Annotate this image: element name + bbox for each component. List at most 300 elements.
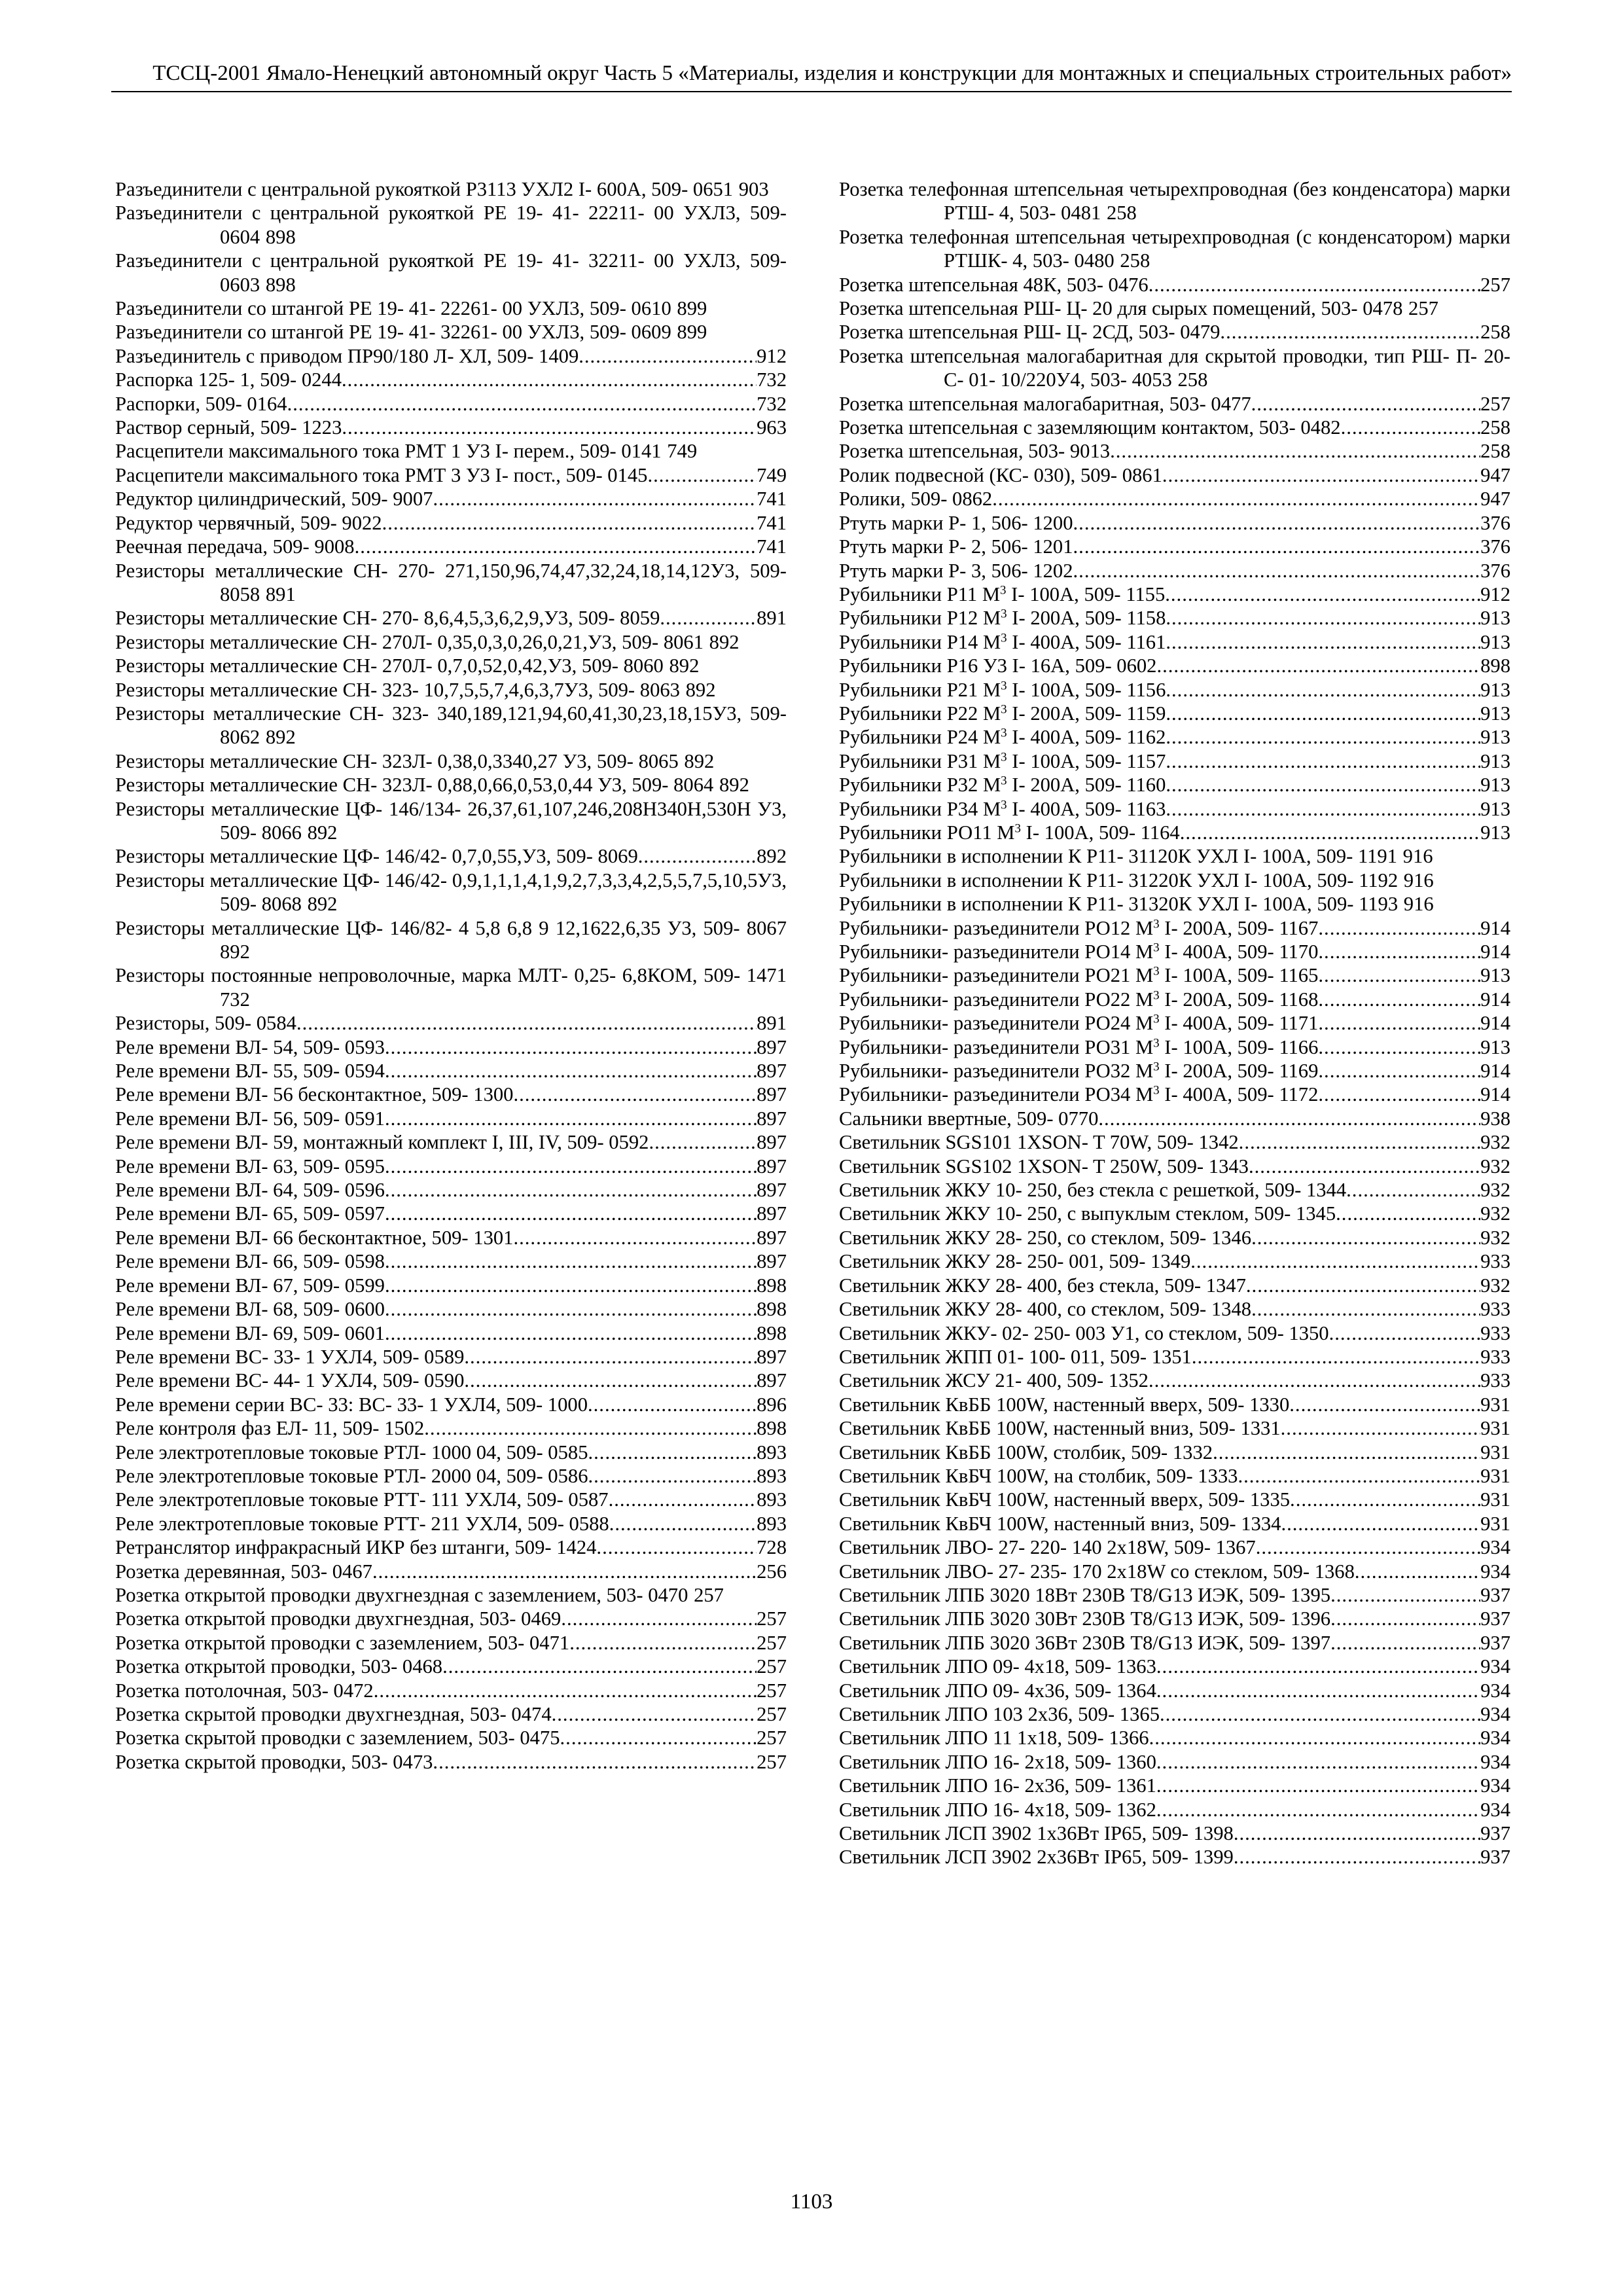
- entry-page-ref: 937: [1480, 1583, 1510, 1606]
- entry-title: Светильник ЛСП 3902 2х36Вт IP65, 509- 1399: [839, 1846, 1234, 1869]
- dot-leader: [1156, 1655, 1480, 1678]
- index-entry: [839, 1750, 1510, 1774]
- entry-title: Реле электротепловые токовые РТЛ- 1000 04, 509- 0585: [115, 1441, 588, 1463]
- entry-page-ref: 376: [1480, 559, 1510, 582]
- index-entry: [839, 869, 1510, 892]
- entry-text: [115, 631, 704, 653]
- entry-title-rest: I- 400А, 509- 1172: [1159, 1083, 1319, 1106]
- entry-title: Реле электротепловые токовые РТТ- 211 УХЛ4, 509- 0588: [115, 1512, 609, 1535]
- entry-title: Резисторы металлические СН- 323Л- 0,38,0,3340,27 У3, 509- 8065: [115, 749, 679, 772]
- entry-text: [115, 560, 787, 605]
- dot-leader: [433, 1750, 757, 1774]
- dot-leader: [385, 1035, 757, 1059]
- entry-page-ref: 256: [757, 1560, 787, 1583]
- entry-page-ref: 741: [757, 511, 787, 534]
- entry-title: Светильник КвББ 100W, настенный вниз, 509- 1331: [839, 1417, 1281, 1440]
- dot-leader: [1098, 1107, 1480, 1130]
- entry-text: [839, 916, 1318, 940]
- entry-page-ref: 897: [757, 1107, 787, 1130]
- index-entry: [839, 630, 1510, 654]
- entry-text: [115, 463, 647, 487]
- entry-title-rest: I- 400А, 509- 1171: [1159, 1012, 1319, 1035]
- entry-text: [839, 702, 1166, 725]
- index-entry: [839, 439, 1510, 463]
- entry-page-ref: 934: [1480, 1798, 1510, 1821]
- entry-title: Рубильники- разъединители РО32 М: [839, 1060, 1154, 1083]
- dot-leader: [302, 821, 308, 844]
- dot-leader: [1213, 1441, 1480, 1464]
- entry-title: Розетка открытой проводки двухгнездная, 503- 0469: [115, 1607, 562, 1630]
- dot-leader: [1318, 916, 1480, 940]
- entry-page-ref: 741: [757, 488, 787, 511]
- entry-page-ref: 934: [1480, 1703, 1510, 1725]
- entry-text: [839, 1441, 1213, 1464]
- index-entry: [839, 988, 1510, 1011]
- entry-text: [839, 1750, 1156, 1774]
- entry-title: Светильник ЖСУ 21- 400, 509- 1352: [839, 1369, 1149, 1392]
- dot-leader: [424, 1416, 757, 1440]
- index-entry: [115, 1583, 787, 1607]
- entry-title: Разъединители с центральной рукояткой Р3113 УХЛ2 I- 600А, 509- 0651: [115, 178, 734, 200]
- superscript: 3: [1001, 607, 1007, 621]
- index-entry: [115, 511, 787, 535]
- entry-title: Рубильники Р34 М: [839, 797, 1001, 820]
- entry-page-ref: 897: [757, 1226, 787, 1249]
- index-entry: [839, 940, 1510, 963]
- entry-text: [115, 297, 671, 319]
- entry-text: [839, 963, 1318, 987]
- dot-leader: [1318, 963, 1480, 987]
- entry-page-ref: 937: [1480, 1607, 1510, 1630]
- entry-page-ref: 931: [1480, 1464, 1510, 1487]
- entry-text: [839, 1560, 1355, 1583]
- dot-leader: [1239, 1130, 1480, 1154]
- entry-title: Светильник SGS101 1XSON- T 70W, 509- 1342: [839, 1131, 1239, 1154]
- index-entry: [839, 1845, 1510, 1869]
- index-entry: [115, 487, 787, 511]
- index-entry: [115, 1369, 787, 1392]
- dot-leader: [704, 631, 709, 653]
- dot-leader: [560, 1726, 757, 1749]
- entry-text: [115, 1584, 688, 1606]
- entry-text: [839, 1726, 1149, 1749]
- index-entry: [839, 1155, 1510, 1178]
- dot-leader: [609, 1488, 757, 1511]
- entry-title: Реле времени ВЛ- 56, 509- 0591: [115, 1107, 385, 1130]
- index-entry: [839, 1345, 1510, 1369]
- entry-title: Ретранслятор инфракрасный ИКР без штанги, 509- 1424: [115, 1536, 597, 1559]
- index-entry: [839, 1821, 1510, 1845]
- dot-leader: [1336, 1202, 1480, 1225]
- dot-leader: [588, 1441, 757, 1464]
- dot-leader: [647, 463, 757, 487]
- index-entry: [115, 1274, 787, 1297]
- dot-leader: [1330, 1607, 1480, 1630]
- superscript: 3: [1153, 917, 1160, 931]
- dot-leader: [1166, 749, 1480, 773]
- entry-page-ref: 933: [1480, 1345, 1510, 1368]
- dot-leader: [660, 606, 757, 630]
- superscript: 3: [1153, 1012, 1160, 1026]
- entry-page-ref: 893: [757, 1512, 787, 1535]
- index-entry: [839, 1583, 1510, 1607]
- entry-text: [839, 1702, 1160, 1726]
- entry-title: Резисторы металлические ЦФ- 146/42- 0,9,1,1,1,4,1,9,2,7,3,3,4,2,5,5,7,5,10,5У3, 509- 8068: [115, 869, 787, 916]
- entry-title: Рубильники- разъединители РО12 М: [839, 916, 1154, 939]
- entry-text: [839, 1798, 1156, 1821]
- entry-page-ref: 258: [1120, 249, 1150, 272]
- entry-page-ref: 893: [757, 1488, 787, 1511]
- entry-title: Светильник ЖКУ 28- 400, со стеклом, 509- 1348: [839, 1298, 1252, 1321]
- entry-page-ref: 913: [1480, 1035, 1510, 1058]
- entry-title: Светильник КвББ 100W, настенный вверх, 509- 1330: [839, 1393, 1290, 1416]
- dot-leader: [1220, 320, 1480, 344]
- entry-page-ref: 932: [1480, 1179, 1510, 1202]
- entry-page-ref: 898: [265, 225, 296, 248]
- entry-text: [839, 1845, 1234, 1869]
- dot-leader: [385, 1297, 757, 1321]
- entry-title: Рубильники- разъединители РО14 М: [839, 941, 1154, 963]
- index-entry: [115, 1226, 787, 1249]
- index-entry: [839, 1202, 1510, 1225]
- entry-page-ref: 899: [677, 297, 707, 320]
- entry-text: [839, 1464, 1238, 1488]
- dot-leader: [1318, 1083, 1480, 1106]
- entry-page-ref: 732: [220, 988, 250, 1011]
- index-entry: [115, 344, 787, 368]
- entry-page-ref: 257: [757, 1631, 787, 1654]
- index-entry: [115, 1679, 787, 1702]
- entry-title: Реле времени ВЛ- 63, 509- 0595: [115, 1155, 385, 1177]
- entry-page-ref: 898: [757, 1274, 787, 1297]
- entry-page-ref: 897: [757, 1155, 787, 1177]
- superscript: 3: [1001, 702, 1007, 717]
- entry-text: [115, 1702, 552, 1726]
- entry-text: [839, 1035, 1318, 1059]
- superscript: 3: [1001, 631, 1007, 645]
- entry-title: Светильник ЛПБ 3020 30Вт 230В T8/G13 ИЭК, 509- 1396: [839, 1607, 1331, 1630]
- superscript: 3: [1001, 774, 1007, 788]
- entry-title: Рубильники- разъединители РО31 М: [839, 1035, 1154, 1058]
- entry-title: Светильник ЖКУ 10- 250, с выпуклым стеклом, 509- 1345: [839, 1202, 1336, 1225]
- entry-title: Реле электротепловые токовые РТЛ- 2000 04, 509- 0586: [115, 1464, 588, 1487]
- index-entry: [839, 320, 1510, 344]
- entry-text: [839, 1488, 1290, 1511]
- dot-leader: [1156, 1798, 1480, 1821]
- entry-title: Резисторы металлические СН- 270Л- 0,7,0,52,0,42,У3, 509- 8060: [115, 655, 664, 677]
- superscript: 3: [1153, 1084, 1160, 1098]
- entry-page-ref: 937: [1480, 1846, 1510, 1869]
- dot-leader: [1318, 1059, 1480, 1083]
- index-entry: [115, 1750, 787, 1774]
- index-entry: [839, 511, 1510, 535]
- entry-title: Светильник SGS102 1XSON- T 250W, 509- 1343: [839, 1155, 1249, 1177]
- entry-page-ref: 897: [757, 1131, 787, 1154]
- entry-page-ref: 257: [757, 1607, 787, 1630]
- entry-text: [839, 845, 1397, 867]
- entry-text: [115, 1631, 569, 1655]
- entry-page-ref: 732: [757, 368, 787, 391]
- entry-page-ref: 914: [1480, 941, 1510, 963]
- entry-title: Ртуть марки Р- 2, 506- 1201: [839, 535, 1073, 558]
- dot-leader: [1190, 1249, 1480, 1273]
- entry-text: [115, 1512, 609, 1535]
- entry-text: [115, 774, 713, 796]
- dot-leader: [1156, 1774, 1480, 1797]
- dot-leader: [385, 1059, 757, 1083]
- index-entry: [115, 416, 787, 439]
- superscript: 3: [1153, 964, 1160, 978]
- index-entry: [115, 1726, 787, 1749]
- entry-title: Рубильники РО11 М: [839, 821, 1015, 844]
- entry-page-ref: 897: [757, 1179, 787, 1202]
- index-entry: [839, 916, 1510, 940]
- dot-leader: [662, 440, 668, 462]
- entry-page-ref: 913: [1480, 607, 1510, 630]
- entry-text: [115, 1560, 372, 1583]
- entry-text: [839, 1107, 1098, 1130]
- superscript: 3: [1001, 798, 1007, 812]
- index-entry: [115, 1702, 787, 1726]
- dot-leader: [1165, 583, 1480, 606]
- entry-title: Рубильники Р24 М: [839, 726, 1001, 749]
- index-entry: [115, 439, 787, 463]
- index-entry: [839, 225, 1510, 273]
- entry-title: Розетка открытой проводки с заземлением, 503- 0471: [115, 1631, 570, 1654]
- dot-leader: [569, 1631, 757, 1655]
- entry-title: Реле времени ВЛ- 66, 509- 0598: [115, 1250, 385, 1273]
- entry-page-ref: 891: [757, 1012, 787, 1035]
- dot-leader: [1156, 1750, 1480, 1774]
- entry-text: [839, 178, 1510, 224]
- index-entry: [115, 320, 787, 344]
- entry-text: [115, 1130, 649, 1154]
- index-entry: [839, 1083, 1510, 1106]
- entry-text: [839, 988, 1318, 1011]
- index-entry: [115, 1107, 787, 1130]
- index-entry: [839, 463, 1510, 487]
- entry-text: [115, 416, 342, 439]
- entry-title: Светильник ЛПО 16- 2х36, 509- 1361: [839, 1774, 1156, 1797]
- entry-title: Редуктор цилиндрический, 509- 9007: [115, 488, 433, 511]
- index-entry: [115, 1297, 787, 1321]
- index-entry: [115, 916, 787, 964]
- entry-title-rest: I- 100А, 509- 1166: [1159, 1035, 1319, 1058]
- entry-text: [839, 869, 1398, 891]
- entry-text: [115, 1297, 385, 1321]
- entry-text: [115, 1321, 385, 1345]
- index-entry: [839, 773, 1510, 797]
- dot-leader: [596, 1535, 757, 1559]
- entry-page-ref: 932: [1480, 1202, 1510, 1225]
- entry-title: Разъединители со штангой РЕ 19- 41- 22261- 00 УХЛ3, 509- 0610: [115, 297, 671, 320]
- entry-page-ref: 934: [1480, 1750, 1510, 1773]
- entry-title: Светильник ЛПО 103 2х36, 509- 1365: [839, 1703, 1160, 1725]
- entry-page-ref: 893: [757, 1441, 787, 1463]
- entry-title: Розетка штепсельная, 503- 9013: [839, 440, 1111, 463]
- entry-page-ref: 916: [1403, 893, 1434, 916]
- index-entry: [839, 1702, 1510, 1726]
- entry-title: Розетка штепсельная РШ- Ц- 20 для сырых помещений, 503- 0478: [839, 297, 1403, 320]
- dot-leader: [1166, 702, 1480, 725]
- dot-leader: [513, 1083, 757, 1106]
- dot-leader: [1318, 988, 1480, 1011]
- index-entry: [839, 892, 1510, 916]
- entry-text: [115, 750, 679, 772]
- entry-page-ref: 932: [1480, 1226, 1510, 1249]
- entry-page-ref: 934: [1480, 1679, 1510, 1702]
- entry-title: Розетка скрытой проводки двухгнездная, 503- 0474: [115, 1703, 552, 1725]
- entry-title: Светильник ЛПО 16- 4х18, 509- 1362: [839, 1798, 1156, 1821]
- entry-text: [115, 1249, 385, 1273]
- index-entry: [115, 177, 787, 201]
- entry-text: [839, 678, 1166, 702]
- index-entry: [115, 1155, 787, 1178]
- entry-title: Резисторы металлические СН- 323- 10,7,5,5,7,4,6,3,7У3, 509- 8063: [115, 678, 680, 701]
- index-entry: [115, 1178, 787, 1202]
- dot-leader: [713, 774, 719, 796]
- entry-text: [839, 1011, 1318, 1035]
- header-rule: [111, 91, 1512, 92]
- index-entry: [839, 392, 1510, 416]
- index-entry: [115, 1345, 787, 1369]
- entry-title: Светильник ЛПБ 3020 18Вт 230В T8/G13 ИЭК, 509- 1395: [839, 1583, 1331, 1606]
- index-entry: [839, 1035, 1510, 1059]
- entry-text: [839, 1607, 1330, 1630]
- index-entry: [839, 606, 1510, 630]
- index-entry: [115, 606, 787, 630]
- index-entry: [839, 583, 1510, 606]
- dot-leader: [1329, 1321, 1481, 1345]
- entry-text: [839, 1655, 1156, 1678]
- entry-page-ref: 897: [757, 1083, 787, 1106]
- index-entry: [839, 416, 1510, 439]
- entry-text: [839, 273, 1149, 296]
- index-entry: [839, 1297, 1510, 1321]
- dot-leader: [649, 1130, 757, 1154]
- entry-title: Реле электротепловые токовые РТТ- 111 УХЛ4, 509- 0587: [115, 1488, 609, 1511]
- entry-title-rest: I- 200А, 509- 1169: [1159, 1060, 1319, 1083]
- index-column-right: [839, 177, 1510, 1869]
- dot-leader: [1251, 1226, 1480, 1249]
- entry-page-ref: 891: [757, 607, 787, 630]
- entry-page-ref: 932: [1480, 1155, 1510, 1177]
- index-entry: [839, 1774, 1510, 1797]
- dot-leader: [1289, 1393, 1480, 1416]
- dot-leader: [464, 1345, 757, 1369]
- entry-page-ref: 932: [1480, 1131, 1510, 1154]
- dot-leader: [1397, 845, 1403, 867]
- entry-title: Розетка штепсельная РШ- Ц- 2СД, 503- 0479: [839, 321, 1221, 344]
- entry-text: [115, 964, 787, 986]
- entry-title: Резисторы металлические ЦФ- 146/42- 0,7,0,55,У3, 509- 8069: [115, 845, 638, 868]
- entry-title: Светильник ЛСП 3902 1х36Вт IP65, 509- 1398: [839, 1822, 1234, 1845]
- entry-page-ref: 933: [1480, 1369, 1510, 1392]
- entry-text: [839, 1321, 1329, 1345]
- index-entry: [839, 1249, 1510, 1273]
- entry-text: [839, 583, 1165, 606]
- entry-title: Светильник КвБЧ 100W, настенный вверх, 509- 1335: [839, 1488, 1291, 1511]
- index-entry: [839, 1107, 1510, 1130]
- entry-page-ref: 937: [1480, 1822, 1510, 1845]
- entry-text: [115, 1441, 588, 1464]
- dot-leader: [442, 1655, 757, 1678]
- entry-page-ref: 892: [757, 845, 787, 868]
- entry-page-ref: 376: [1480, 535, 1510, 558]
- entry-text: [115, 1607, 561, 1630]
- entry-page-ref: 931: [1480, 1512, 1510, 1535]
- entry-title: Реле времени ВЛ- 59, монтажный комплект I, III, IV, 509- 0592: [115, 1131, 649, 1154]
- dot-leader: [588, 1393, 757, 1416]
- index-entry: [115, 630, 787, 654]
- entry-title: Светильник ЛПО 09- 4х36, 509- 1364: [839, 1679, 1156, 1702]
- entry-title: Разъединители с центральной рукояткой РЕ 19- 41- 32211- 00 УХЛ3, 509- 0603: [115, 249, 787, 296]
- entry-title-rest: I- 400А, 509- 1161: [1007, 630, 1166, 653]
- entry-title: Реле времени ВЛ- 55, 509- 0594: [115, 1060, 385, 1083]
- dot-leader: [433, 487, 757, 511]
- entry-text: [115, 392, 287, 416]
- index-entry: [839, 273, 1510, 296]
- entry-text: [115, 1369, 464, 1392]
- entry-title: Рубильники Р31 М: [839, 749, 1001, 772]
- entry-text: [839, 1155, 1249, 1178]
- entry-title-rest: I- 100А, 509- 1165: [1159, 964, 1319, 987]
- entry-title: Рубильники Р32 М: [839, 774, 1001, 797]
- entry-text: [115, 1226, 513, 1249]
- entry-text: [115, 202, 787, 247]
- entry-title: Реле времени серии ВС- 33: ВС- 33- 1 УХЛ4, 509- 1000: [115, 1393, 588, 1416]
- entry-title: Реле времени ВС- 33- 1 УХЛ4, 509- 0589: [115, 1345, 465, 1368]
- index-entry: [115, 1441, 787, 1464]
- index-entry: [839, 1369, 1510, 1392]
- dot-leader: [385, 1321, 757, 1345]
- dot-leader: [1318, 940, 1480, 963]
- superscript: 3: [1014, 821, 1021, 836]
- entry-page-ref: 934: [1480, 1655, 1510, 1678]
- entry-title: Резисторы металлические СН- 323Л- 0,88,0,66,0,53,0,44 У3, 509- 8064: [115, 774, 714, 797]
- entry-title: Светильник ЖКУ 28- 250, со стеклом, 509- 1346: [839, 1226, 1252, 1249]
- dot-leader: [1281, 1416, 1480, 1440]
- dot-leader: [372, 1560, 757, 1583]
- entry-text: [839, 1274, 1246, 1297]
- index-entry: [839, 344, 1510, 392]
- entry-title-rest: I- 200А, 509- 1168: [1159, 988, 1319, 1011]
- index-entry: [115, 1130, 787, 1154]
- entry-page-ref: 931: [1480, 1417, 1510, 1440]
- dot-leader: [609, 1512, 757, 1535]
- entry-page-ref: 257: [694, 1583, 724, 1606]
- entry-page-ref: 891: [265, 583, 296, 605]
- dot-leader: [355, 535, 757, 558]
- header-text: ТССЦ-2001 Ямало-Ненецкий автономный округ Часть 5 «Материалы, изделия и конструкции для монтажных и специальных строительных работ»: [152, 62, 1512, 85]
- dot-leader: [1249, 1155, 1480, 1178]
- entry-page-ref: 933: [1480, 1321, 1510, 1344]
- index-entry: [839, 654, 1510, 677]
- entry-page-ref: 931: [1480, 1441, 1510, 1463]
- entry-text: [839, 1679, 1156, 1702]
- superscript: 3: [1001, 750, 1007, 764]
- entry-page-ref: 913: [1480, 774, 1510, 797]
- entry-page-ref: 933: [1480, 1298, 1510, 1321]
- entry-text: [115, 1726, 560, 1749]
- entry-page-ref: 898: [265, 273, 296, 296]
- entry-text: [115, 1488, 609, 1511]
- dot-leader: [1251, 1297, 1480, 1321]
- entry-title: Розетка штепсельная малогабаритная, 503- 0477: [839, 392, 1251, 415]
- entry-text: [115, 1274, 385, 1297]
- entry-page-ref: 914: [1480, 1060, 1510, 1083]
- dot-leader: [1402, 297, 1408, 319]
